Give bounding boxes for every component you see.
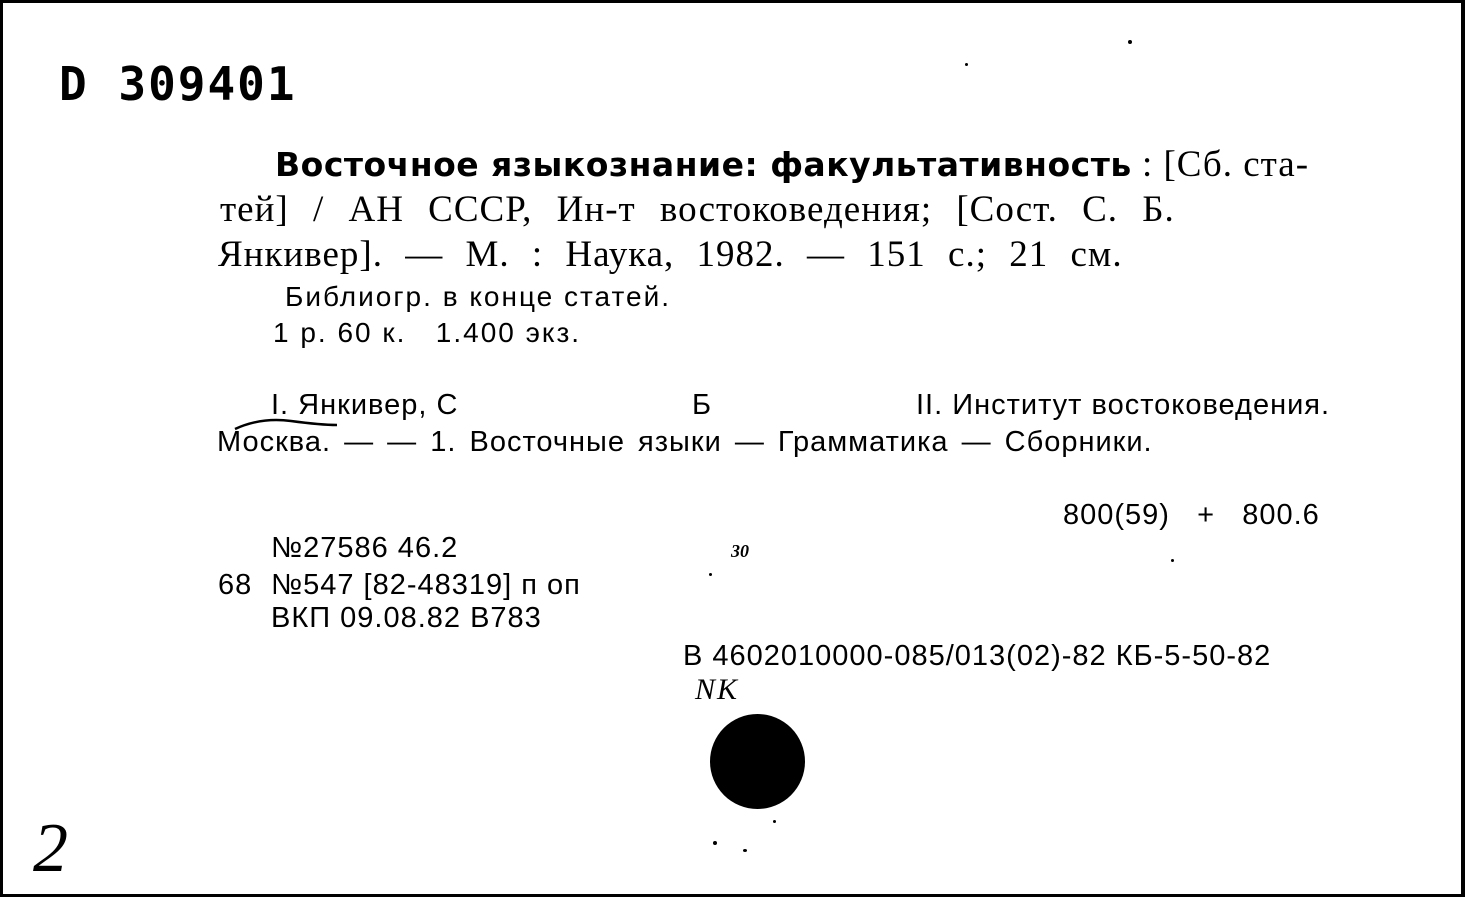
speck [743, 849, 747, 852]
handwritten-underline-mark [231, 411, 341, 437]
order-number: №27586 46.2 [271, 532, 459, 564]
title-line-1 [275, 143, 1309, 186]
call-number: D 309401 [59, 57, 297, 111]
tracing-institute: II. Институт востоковедения. [916, 389, 1331, 421]
speck [773, 820, 776, 823]
tracing-subjects: Москва. — — 1. Восточные языки — Грамматика — Сборники. [217, 426, 1153, 458]
prefix-68: 68 [218, 569, 253, 601]
tracing-author-initial: Б [692, 389, 713, 421]
title-line-3: Янкивер]. — М. : Наука, 1982. — 151 с.; 21 см. [218, 234, 1123, 275]
handwritten-number: 2 [33, 810, 68, 887]
handwritten-mark: 30 [731, 541, 749, 561]
tracing-author: I. Янкивер, С [271, 389, 459, 421]
vkp-line: ВКП 09.08.82 В783 [271, 602, 542, 634]
handwritten-initials: NK [695, 673, 740, 706]
card-punch-hole [710, 714, 805, 809]
title-line-2: тей] / АН СССР, Ин-т востоковедения; [Сост. С. Б. [220, 189, 1175, 230]
speck [709, 573, 712, 576]
isbn-line: В 4602010000-085/013(02)-82 КБ-5-50-82 [683, 640, 1272, 672]
speck [1171, 559, 1174, 562]
title-bold: Восточное языкознание: факультативность [275, 145, 1132, 184]
speck [713, 841, 717, 845]
classification-index: 800(59) + 800.6 [1063, 499, 1320, 531]
bibliography-note: Библиогр. в конце статей. [285, 281, 671, 312]
title-line-1-rest: : [Сб. ста- [1131, 144, 1310, 185]
speck [965, 63, 968, 66]
price-and-copies: 1 р. 60 к. 1.400 экз. [273, 317, 582, 348]
speck [1128, 40, 1132, 44]
order-details: №547 [82-48319] п оп [271, 569, 581, 601]
